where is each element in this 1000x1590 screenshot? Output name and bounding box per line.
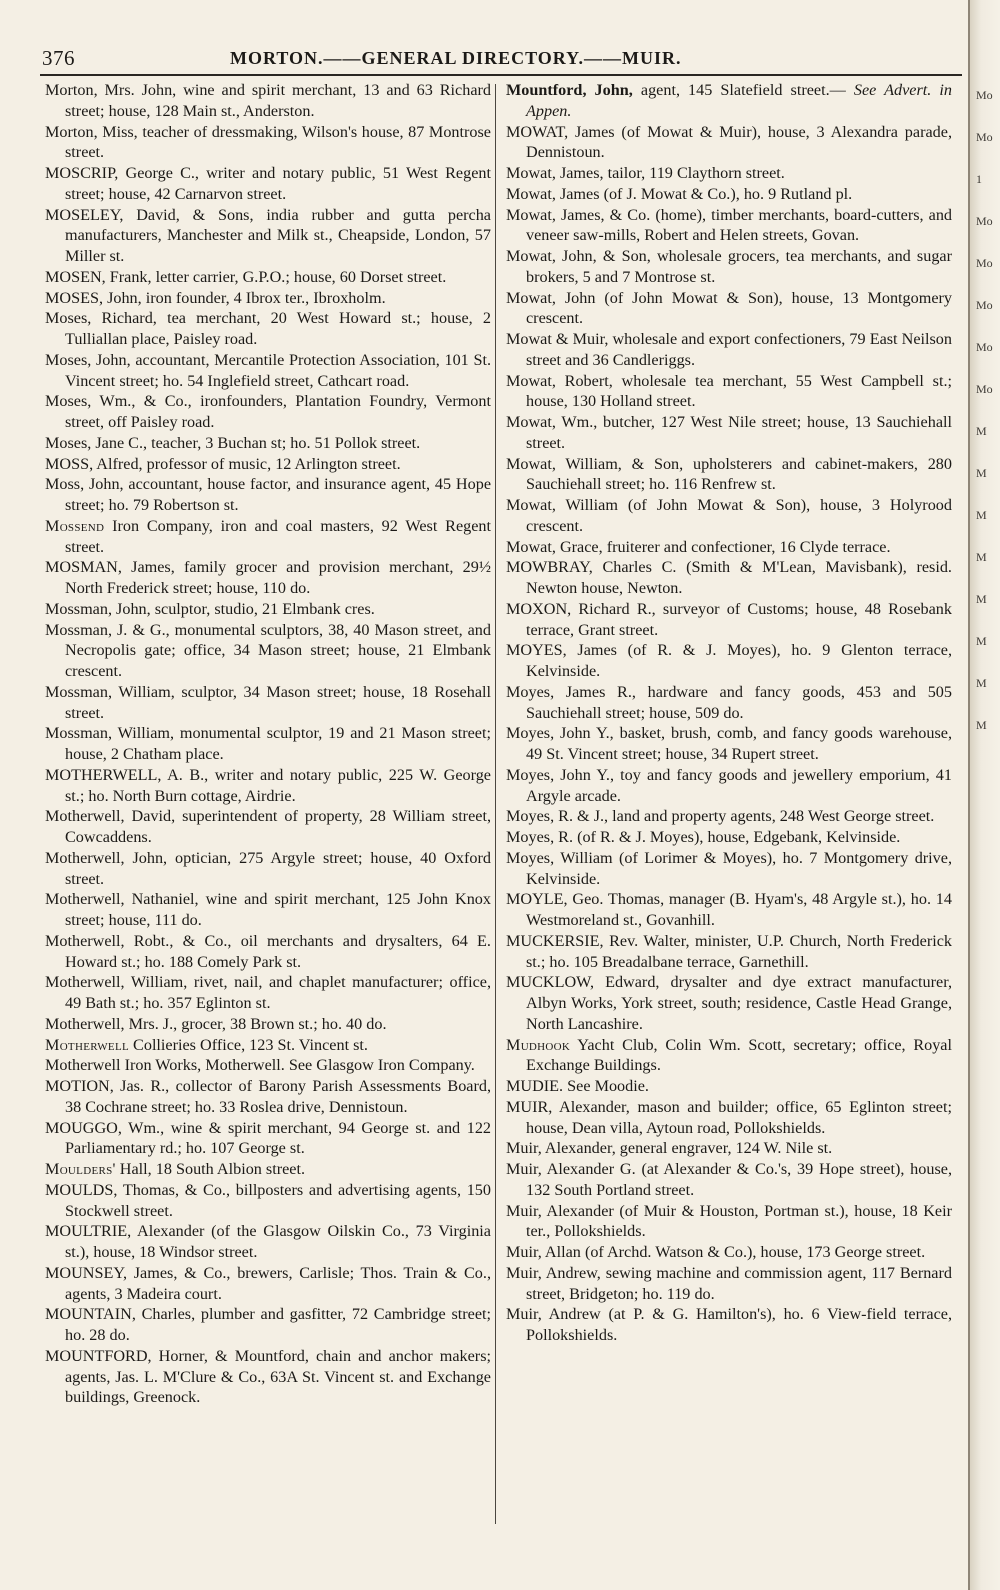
entry-name: Motherwell, Mrs. J., <box>45 1014 178 1033</box>
entry-details: sculptor, studio, 21 Elmbank cres. <box>150 599 375 618</box>
entry-details: (at Alexander & Co.'s, 39 Hope street), house, 132 South Portland street. <box>526 1160 952 1199</box>
directory-entry <box>506 848 952 890</box>
directory-entry <box>506 163 952 184</box>
entry-details: letter carrier, G.P.O.; house, 60 Dorset street. <box>151 267 447 286</box>
entry-details: professor of music, 12 Arlington street. <box>142 454 401 473</box>
entry-details: (of R. & J. Moyes), house, Edgebank, Kelvinside. <box>573 828 901 846</box>
entry-details: india rubber and gutta percha manufacturers, Manchester and Milk st., Cheapside, London, 57 Miller st. <box>65 205 491 265</box>
entry-name: Mudhook <box>506 1035 571 1054</box>
entry-details: wholesale and export confectioners, 79 East Neilson street and 36 Candleriggs. <box>526 330 952 369</box>
entry-name: Mossman, William, <box>45 724 175 743</box>
entry-name: Moyes, John Y., <box>506 765 615 784</box>
adjacent-page-edge <box>968 0 1000 1590</box>
entry-name: Motherwell, Robt., & Co., <box>45 931 232 950</box>
entry-details: general engraver, 124 W. Nile st. <box>615 1139 833 1158</box>
entry-name: Mowat, William, & Son, <box>506 454 684 473</box>
adjacent-page-fragment: Mo <box>976 298 993 312</box>
entry-details: monumental sculptors, 38, 40 Mason street, and Necropolis gate; office, 34 Mason street; house, 21 Elmbank crescent. <box>65 620 491 680</box>
left-column <box>45 80 491 1408</box>
entry-details: iron founder, 4 Ibrox ter., Ibroxholm. <box>141 288 386 307</box>
entry-details: toy and fancy goods and jewellery emporium, 41 Argyle arcade. <box>526 765 952 805</box>
entry-name: Mowat, Robert, <box>506 371 613 390</box>
entry-details: (of Muir & Houston, Portman st.), house, 18 Keir ter., Pollokshields. <box>526 1201 953 1241</box>
entry-details: billposters and advertising agents, 150 Stockwell street. <box>65 1180 491 1220</box>
column-divider <box>495 84 496 1524</box>
entry-name: Muir, Alexander, <box>506 1139 616 1158</box>
entry-name: MOYES, James <box>506 641 617 660</box>
entry-name: Muir, Allan <box>506 1243 581 1261</box>
entry-details: accountant, house factor, and insurance agent, 45 Hope street; ho. 79 Robertson st. <box>65 475 491 514</box>
directory-entry <box>45 1118 491 1160</box>
entry-name: Mowat, John, & Son, <box>506 247 651 265</box>
adjacent-page-fragment: M <box>976 508 987 522</box>
entry-details: upholsterers and cabinet-makers, 280 Sauchiehall street; ho. 116 Renfrew st. <box>526 454 952 494</box>
entry-details: sculptor, 34 Mason street; house, 18 Rosehall street. <box>65 682 491 722</box>
directory-entry <box>45 474 491 516</box>
directory-entry <box>45 516 491 558</box>
directory-entry <box>506 640 952 682</box>
entry-details: (of John Mowat & Son), house, 13 Montgomery crescent. <box>526 288 952 328</box>
entry-details: (of R. & J. Moyes), ho. 9 Glenton terrace, Kelvinside. <box>526 641 953 680</box>
directory-entry <box>506 1138 952 1159</box>
entry-name: Mowat, Grace, <box>506 537 603 556</box>
directory-entry <box>45 205 491 267</box>
entry-name: MUDIE. <box>506 1077 564 1095</box>
entry-name: MOSMAN, James, <box>45 558 175 577</box>
entry-details: agent, 145 Slatefield street.— <box>632 81 846 99</box>
entry-name: Muir, Andrew <box>506 1305 601 1324</box>
entry-name: Muir, Alexander G. <box>506 1160 636 1178</box>
running-header <box>40 38 962 76</box>
directory-entry <box>45 620 491 682</box>
entry-details: accountant, Mercantile Protection Association, 101 St. Vincent street; ho. 54 Inglefield street, Cathcart road. <box>65 350 491 390</box>
directory-entry <box>45 454 491 475</box>
entry-name: Mowat, William <box>506 496 618 514</box>
directory-entry <box>45 267 491 288</box>
directory-entry <box>45 931 491 973</box>
directory-entry <box>45 80 491 122</box>
entry-name: Moss, John, <box>45 475 124 494</box>
directory-entry <box>45 1221 491 1263</box>
entry-details: fruiterer and confectioner, 16 Clyde terrace. <box>602 537 891 556</box>
entry-details: minister, U.P. Church, North Frederick st.; ho. 105 Breadalbane terrace, Garnethill. <box>526 931 952 971</box>
directory-entry <box>45 972 491 1014</box>
entry-details: wine & spirit merchant, 94 George st. and 122 Parliamentary rd.; ho. 107 George st. <box>65 1118 492 1158</box>
entry-name: MUCKLOW, Edward, <box>506 973 660 992</box>
entry-name: Moyes, R. <box>506 828 574 846</box>
entry-name: MOXON, Richard R., <box>506 599 656 618</box>
directory-entry <box>45 433 491 454</box>
entry-details: wine and spirit merchant, 125 John Knox street; house, 111 do. <box>65 890 491 929</box>
entry-name: Mowat, James, <box>506 164 604 182</box>
entry-details: ironfounders, Plantation Foundry, Vermont street, off Paisley road. <box>65 392 491 431</box>
adjacent-page-fragment: M <box>976 592 987 606</box>
directory-entry <box>45 1014 491 1035</box>
directory-entry <box>506 122 952 164</box>
entry-details: mason and builder; office, 65 Eglinton street; house, Dean villa, Aytoun road, Pollokshields. <box>526 1097 952 1137</box>
entry-name: Mowat, Wm., <box>506 413 598 431</box>
directory-entry <box>506 827 952 848</box>
directory-entry <box>506 765 952 807</box>
adjacent-page-fragment: Mo <box>976 214 993 228</box>
entry-name: MUCKERSIE, Rev. Walter, <box>506 931 690 950</box>
entry-details: Yacht Club, Colin Wm. Scott, secretary; office, Royal Exchange Buildings. <box>526 1035 952 1075</box>
entry-details: (of Archd. Watson & Co.), house, 173 George street. <box>580 1243 926 1261</box>
directory-entry <box>45 723 491 765</box>
directory-entry <box>45 557 491 599</box>
entry-name: Mowat, John <box>506 288 596 307</box>
entry-name: Motherwell, David, <box>45 807 176 826</box>
entry-name: MOSELEY, David, & Sons, <box>45 205 254 224</box>
entry-details: (of J. Mowat & Co.), ho. 9 Rutland pl. <box>599 184 853 203</box>
entry-details: surveyor of Customs; house, 48 Rosebank terrace, Grant street. <box>526 599 952 639</box>
advert-reference: See Advert. in Appen. <box>526 81 952 120</box>
directory-entry <box>45 350 491 392</box>
entry-details: sewing machine and commission agent, 117 Bernard street, Bridgeton; ho. 119 do. <box>526 1263 952 1303</box>
entry-name: MOSES, John, <box>45 288 142 307</box>
adjacent-page-fragment: M <box>976 634 987 648</box>
directory-entry <box>506 454 952 496</box>
entry-details: monumental sculptor, 19 and 21 Mason street; house, 2 Chatham place. <box>65 724 491 763</box>
entry-name: MOWAT, James <box>506 122 615 141</box>
entry-details: wine and spirit merchant, 13 and 63 Richard street; house, 128 Main st., Anderston. <box>65 81 491 120</box>
entry-name: MOSCRIP, George C., <box>45 164 199 182</box>
directory-entry <box>506 557 952 599</box>
entry-name: Moyes, William <box>506 848 613 867</box>
entry-details: teacher, 3 Buchan st; ho. 51 Pollok street. <box>147 433 421 452</box>
directory-entry <box>506 806 952 827</box>
entry-name: Moyes, James R., <box>506 682 636 701</box>
entry-name: Muir, Andrew, <box>506 1263 601 1282</box>
directory-entry <box>506 1242 952 1263</box>
entry-details: writer and notary public, 51 West Regent street; house, 42 Carnarvon street. <box>65 164 491 203</box>
entry-details: wholesale grocers, tea merchants, and sugar brokers, 5 and 7 Montrose st. <box>526 247 952 286</box>
entry-details: (of Mowat & Muir), house, 3 Alexandra parade, Dennistoun. <box>526 122 952 162</box>
running-title: MORTON.——GENERAL DIRECTORY.——MUIR. <box>230 48 682 68</box>
entry-details: butcher, 127 West Nile street; house, 13 Sauchiehall street. <box>526 413 952 452</box>
entry-name: MOUNTFORD, Horner, & Mountford, <box>45 1346 309 1365</box>
directory-entry <box>45 1263 491 1305</box>
adjacent-page-fragment: M <box>976 466 987 480</box>
directory-entry <box>45 1346 491 1408</box>
adjacent-page-fragment: M <box>976 550 987 564</box>
directory-entry <box>506 889 952 931</box>
directory-entry <box>506 1097 952 1139</box>
directory-entry <box>506 1076 952 1097</box>
entry-name: MOSS, Alfred, <box>45 454 143 473</box>
entry-details: Iron Company, iron and coal masters, 92 West Regent street. <box>65 516 491 556</box>
directory-entry <box>45 1159 491 1180</box>
entry-name: Moses, Wm., & Co., <box>45 392 192 411</box>
directory-entry <box>45 1180 491 1222</box>
adjacent-page-fragment: M <box>976 424 987 438</box>
entry-details: tea merchant, 20 West Howard st.; house, 2 Tulliallan place, Paisley road. <box>65 309 492 348</box>
directory-entry <box>45 308 491 350</box>
entry-name: MOYLE, Geo. Thomas, <box>506 890 665 909</box>
directory-entry <box>506 1304 952 1346</box>
entry-name: Moses, John, <box>45 350 131 369</box>
entry-details: (Smith & M'Lean, Mavisbank), resid. Newton house, Newton. <box>526 558 952 597</box>
page-number: 376 <box>42 46 75 70</box>
entry-name: MOTHERWELL, A. B., <box>45 765 209 784</box>
entry-details: (of John Mowat & Son), house, 3 Holyrood crescent. <box>526 496 952 535</box>
entry-details: (of Lorimer & Moyes), ho. 7 Montgomery drive, Kelvinside. <box>526 848 952 888</box>
directory-entry <box>506 412 952 454</box>
entry-details: hardware and fancy goods, 453 and 505 Sauchiehall street; house, 509 do. <box>526 682 952 722</box>
entry-details: Motherwell. See Glasgow Iron Company. <box>201 1056 475 1075</box>
entry-details: oil merchants and drysalters, 64 E. Howard st.; ho. 188 Comely Park st. <box>65 931 491 971</box>
entry-details: drysalter and dye extract manufacturer, Albyn Works, York street, south; residence, Castle Head Grange, North Lancashire. <box>526 973 953 1033</box>
entry-name: Motherwell, Nathaniel, <box>45 890 199 909</box>
directory-entry <box>506 184 952 205</box>
entry-details: wholesale tea merchant, 55 West Campbell st.; house, 130 Holland street. <box>526 371 952 411</box>
directory-entry <box>506 371 952 413</box>
entry-details: rivet, nail, and chaplet manufacturer; office, 49 Bath st.; ho. 357 Eglinton st. <box>65 973 491 1012</box>
directory-entry <box>506 80 952 122</box>
directory-entry <box>506 205 952 247</box>
directory-entry <box>45 765 491 807</box>
adjacent-page-fragment: Mo <box>976 382 993 396</box>
entry-name: MOUGGO, Wm., <box>45 1118 165 1137</box>
entry-details: basket, brush, comb, and fancy goods warehouse, 49 St. Vincent street; house, 34 Rupert street. <box>526 724 952 763</box>
directory-entry <box>506 1035 952 1077</box>
directory-entry <box>506 723 952 765</box>
entry-name: Moses, Richard, <box>45 309 157 328</box>
directory-entry <box>506 537 952 558</box>
directory-entry <box>506 1263 952 1305</box>
directory-entry <box>45 806 491 848</box>
entry-name: Mossend <box>45 516 105 535</box>
adjacent-page-fragment: Mo <box>976 256 993 270</box>
adjacent-page-fragment: M <box>976 676 987 690</box>
directory-entry <box>45 122 491 164</box>
directory-entry <box>45 599 491 620</box>
entry-name: Mossman, J. & G., <box>45 620 170 639</box>
directory-entry <box>45 391 491 433</box>
directory-entry <box>45 682 491 724</box>
entry-name: MOUNSEY, James, & Co., <box>45 1263 231 1282</box>
directory-entry <box>45 889 491 931</box>
right-column <box>506 80 952 1346</box>
entry-name: Motherwell <box>45 1035 129 1054</box>
directory-entry <box>506 972 952 1034</box>
entry-details: Hall, 18 South Albion street. <box>115 1160 306 1178</box>
entry-name: MOUNTAIN, Charles, <box>45 1305 196 1324</box>
directory-entry <box>506 682 952 724</box>
entry-name: Moulders' <box>45 1160 116 1178</box>
entry-details: (of the Glasgow Oilskin Co., 73 Virginia st.), house, 18 Windsor street. <box>65 1222 491 1261</box>
directory-entry <box>45 1076 491 1118</box>
directory-entry <box>506 495 952 537</box>
entry-name: MUIR, Alexander, <box>506 1097 630 1116</box>
entry-details: brewers, Carlisle; Thos. Train & Co., agents, 3 Madeira court. <box>65 1263 491 1303</box>
entry-details: writer and notary public, 225 W. George st.; ho. North Burn cottage, Airdrie. <box>65 765 491 805</box>
entry-name: MOSEN, Frank, <box>45 267 152 286</box>
entry-details: grocer, 38 Brown st.; ho. 40 do. <box>177 1014 387 1033</box>
entry-name: Mowat & Muir, <box>506 330 609 348</box>
entry-name: Muir, Alexander <box>506 1201 614 1220</box>
adjacent-page-fragment: M <box>976 718 987 732</box>
entry-name: MOULDS, Thomas, & Co., <box>45 1180 231 1199</box>
entry-name: Morton, Mrs. John, <box>45 81 177 99</box>
directory-entry <box>45 1304 491 1346</box>
entry-name: Morton, Miss, <box>45 122 138 141</box>
directory-entry <box>506 288 952 330</box>
entry-details: family grocer and provision merchant, 29½ North Frederick street; house, 110 do. <box>65 558 491 597</box>
entry-name: Motherwell, John, <box>45 848 168 867</box>
directory-entry <box>45 1055 491 1076</box>
adjacent-page-fragment: Mo <box>976 340 993 354</box>
entry-name: MOTION, Jas. R., <box>45 1077 170 1095</box>
entry-details: chain and anchor makers; agents, Jas. L. M'Clure & Co., 63A St. Vincent st. and Exchange buildings, Greenock. <box>65 1346 491 1407</box>
entry-details: manager (B. Hyam's, 48 Argyle st.), ho. 14 Westmoreland st., Govanhill. <box>526 890 952 929</box>
entry-name: Moses, Jane C., <box>45 433 148 452</box>
entry-name: Mossman, John, <box>45 599 151 618</box>
directory-entry <box>506 246 952 288</box>
entry-details: land and property agents, 248 West George street. <box>608 807 935 826</box>
directory-entry <box>506 1159 952 1201</box>
directory-entry <box>45 288 491 309</box>
directory-entry <box>45 1035 491 1056</box>
entry-details: plumber and gasfitter, 72 Cambridge street; ho. 28 do. <box>65 1305 492 1344</box>
entry-name: Moyes, R. & J., <box>506 807 609 826</box>
entry-details: teacher of dressmaking, Wilson's house, 87 Montrose street. <box>65 122 491 162</box>
adjacent-page-fragment: Mo <box>976 130 993 144</box>
entry-name: Mountford, John, <box>506 81 633 99</box>
entry-details: tailor, 119 Claythorn street. <box>603 164 785 182</box>
directory-entry <box>506 599 952 641</box>
entry-details: superintendent of property, 28 William street, Cowcaddens. <box>65 807 491 846</box>
directory-entry <box>45 163 491 205</box>
entry-details: optician, 275 Argyle street; house, 40 Oxford street. <box>65 848 491 888</box>
adjacent-page-fragment: 1 <box>976 172 982 186</box>
entry-name: Moyes, John Y., <box>506 724 614 743</box>
directory-entry <box>45 848 491 890</box>
entry-name: Mowat, James, & Co. <box>506 205 651 224</box>
entry-details: See Moodie. <box>563 1077 649 1095</box>
adjacent-page-fragment: Mo <box>976 88 993 102</box>
entry-name: Motherwell Iron Works, <box>45 1056 202 1075</box>
entry-name: MOULTRIE, Alexander <box>45 1222 205 1241</box>
entry-details: Collieries Office, 123 St. Vincent st. <box>129 1035 368 1054</box>
directory-entry <box>506 1201 952 1243</box>
entry-details: collector of Barony Parish Assessments Board, 38 Cochrane street; ho. 33 Roslea drive, Dennistoun. <box>65 1077 492 1116</box>
entry-details: (home), timber merchants, board-cutters, and veneer saw-mills, Robert and Helen streets, Govan. <box>526 205 953 245</box>
directory-entry <box>506 329 952 371</box>
entry-name: Motherwell, William, <box>45 973 188 992</box>
entry-name: Mossman, William, <box>45 682 175 701</box>
entry-name: MOWBRAY, Charles C. <box>506 558 677 577</box>
entry-name: Mowat, James <box>506 184 600 203</box>
entry-details: (at P. & G. Hamilton's), ho. 6 View-field terrace, Pollokshields. <box>526 1305 952 1344</box>
directory-entry <box>506 931 952 973</box>
